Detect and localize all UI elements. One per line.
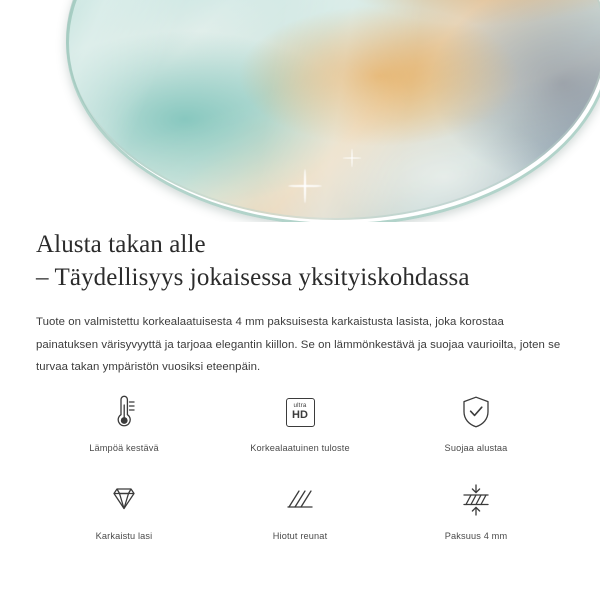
ultra-hd-icon: ultra HD — [286, 392, 315, 432]
feature-label: Paksuus 4 mm — [444, 531, 508, 541]
feature-item — [388, 392, 564, 464]
feature-item — [36, 480, 212, 552]
feature-label: Karkaistu lasi — [95, 531, 153, 541]
diamond-icon — [106, 480, 142, 520]
feature-label: Korkealaatuinen tuloste — [250, 443, 350, 453]
feature-item — [36, 392, 212, 464]
thickness-icon — [459, 480, 493, 520]
feature-grid — [36, 392, 564, 552]
shield-check-icon — [460, 392, 492, 432]
feature-item — [388, 480, 564, 552]
product-board-image — [66, 0, 600, 220]
hero-image — [0, 0, 600, 222]
feature-label: Lämpöä kestävä — [89, 443, 159, 453]
page-title — [36, 228, 564, 294]
feature-label: Suojaa alustaa — [444, 443, 508, 453]
content-block — [36, 228, 564, 379]
description-paragraph: Tuote on valmistettu korkealaatuisesta 4 mm paksuisesta karkaistusta lasista, joka korostaa painatuksen värisyvyyttä ja tarjoaa elegantin kiillon. Se on lämmönkestävä ja suojaa vaurioilta, joten se turvaa takan ympäristön vuosiksi eteenpäin. — [36, 316, 561, 374]
polished-edges-icon — [283, 480, 317, 520]
thermometer-icon — [107, 392, 141, 432]
headline-line-2: – Täydellisyys jokaisessa yksityiskohdassa — [36, 264, 470, 291]
feature-item — [212, 480, 388, 552]
feature-item — [212, 392, 388, 464]
feature-label: Hiotut reunat — [272, 531, 328, 541]
headline-line-1: Alusta takan alle — [36, 231, 206, 258]
